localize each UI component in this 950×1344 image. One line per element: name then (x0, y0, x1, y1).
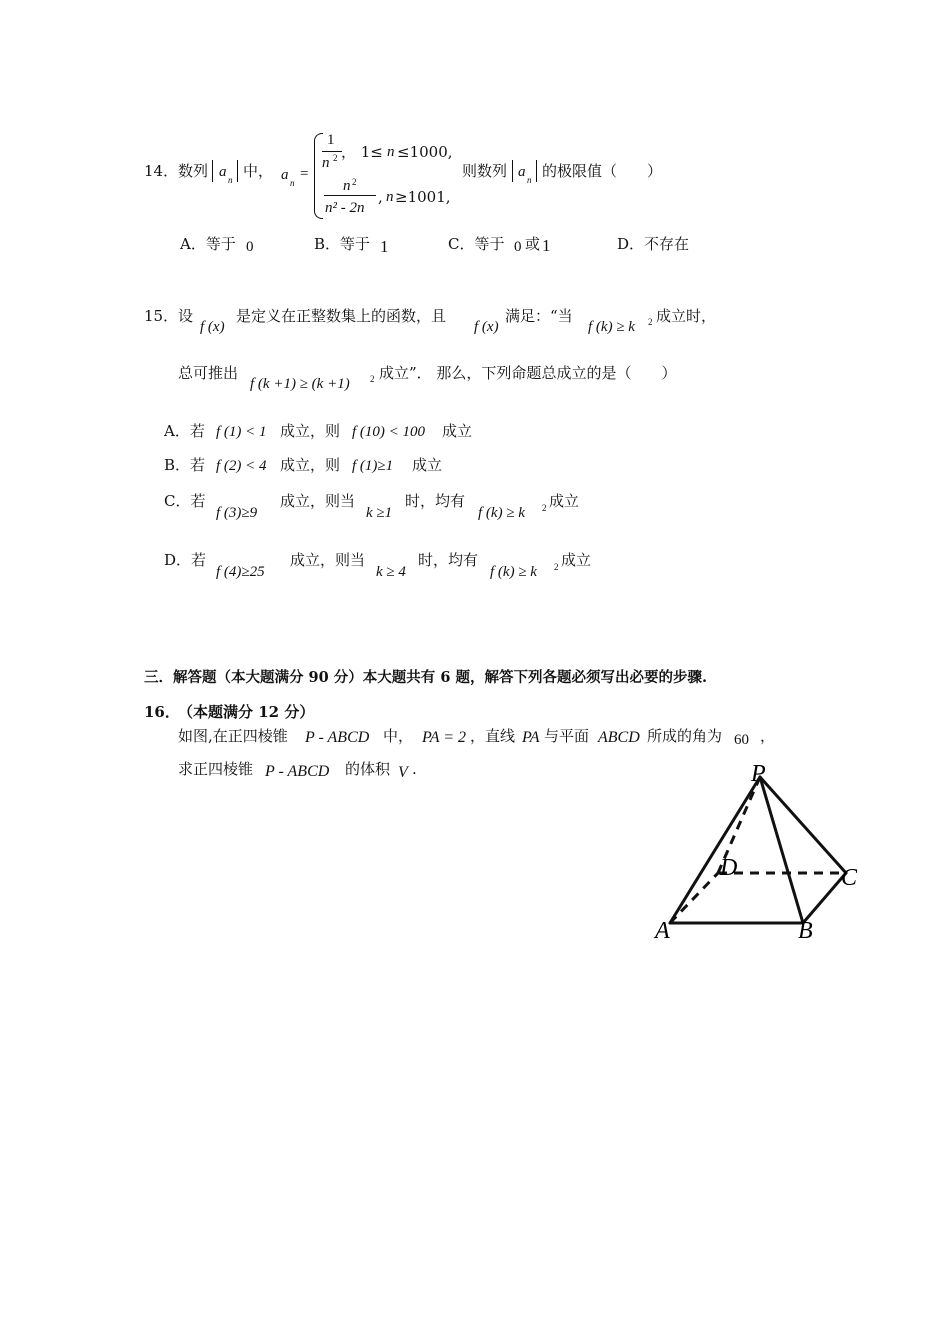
q15-fx-1: f (x) (200, 319, 225, 335)
q14-case2-cond-suffix: ≥1001, (395, 188, 451, 206)
q15-option-b-mid: 成立，则 (280, 456, 341, 474)
q14-case2-num-exponent: 2 (352, 177, 357, 187)
q14-case1-fraction-bar (322, 151, 342, 152)
q15-option-c-mid: 成立，则当 (280, 492, 356, 510)
q16-header: （本题满分 12 分） (178, 703, 315, 721)
pyramid-figure (640, 755, 880, 950)
q15-option-c-f1: f (3)≥9 (216, 505, 258, 521)
q14-an-symbol: a (281, 167, 289, 183)
q15-option-b-end: 成立 (412, 456, 443, 474)
q16-line1-b: 中， (383, 727, 414, 745)
label-b: B (798, 918, 813, 944)
edge-bc (803, 873, 846, 923)
q15-option-a-f1: f (1) < 1 (216, 424, 267, 440)
q15-option-b-label: B．若 (164, 456, 206, 474)
q16-line1-pa: PA (522, 729, 540, 746)
q14-option-b: B．等于 (314, 235, 371, 253)
q15-option-d-when: 时，均有 (418, 551, 479, 569)
q15-option-a-label: A．若 (164, 422, 205, 440)
q14-number: 14． (144, 162, 179, 180)
q16-line2-b: 的体积 (345, 760, 391, 778)
q15-text-2: 满足：“当 (505, 307, 573, 325)
q14-case2-numerator: n (343, 178, 351, 194)
q15-option-d-mid: 成立，则当 (290, 551, 366, 569)
q15-she: 设 (178, 307, 194, 325)
q16-line1-plane: ABCD (598, 729, 640, 746)
q16-line1-angle: 60 (734, 732, 749, 748)
q14-a-subscript: n (228, 175, 233, 185)
edge-ad-dashed (670, 873, 718, 923)
q14-piecewise-brace (314, 133, 323, 219)
q14-case1-denominator: n (322, 155, 330, 171)
q14-an-subscript: n (290, 178, 295, 188)
q14-case1-numerator: 1 (327, 132, 335, 148)
q16-line2-c: . (412, 760, 417, 778)
q16-line2-a: 求正四棱锥 (178, 760, 254, 778)
q14-set-bar-right (237, 160, 238, 182)
label-p: P (751, 761, 766, 787)
label-a: A (655, 918, 670, 944)
q14-option-c-value2: 1 (542, 236, 551, 255)
q14-set-bar-left (212, 160, 213, 182)
q14-option-c-value1: 0 (514, 239, 522, 255)
q15-option-c-k: k ≥1 (366, 505, 393, 521)
q15-option-a-end: 成立 (442, 422, 473, 440)
label-c: C (841, 865, 858, 891)
q15-text-1: 是定义在正整数集上的函数，且 (236, 307, 447, 325)
q16-line1-pyramid: P - ABCD (305, 729, 370, 746)
q14-tail-question: 的极限值（ ） (542, 162, 663, 180)
q15-option-d-k: k ≥ 4 (376, 564, 406, 580)
q14-tail-a-symbol: a (518, 164, 526, 180)
q16-line1-a: 如图,在正四棱锥 (178, 727, 288, 745)
q15-option-c-end: 成立 (549, 492, 580, 510)
q14-zhong: 中， (243, 162, 274, 180)
q14-case2-cond-n: n (386, 189, 394, 205)
q15-option-d-f1: f (4)≥25 (216, 564, 265, 580)
q14-case1-cond-suffix: ≤1000, (397, 143, 453, 161)
q16-line1-c: ，直线 (470, 727, 516, 745)
q15-option-b-f1: f (2) < 4 (216, 458, 267, 474)
q15-option-a-f2: f (10) < 100 (352, 424, 426, 440)
q15-number: 15． (144, 307, 179, 325)
q16-line2-v: V (398, 764, 408, 781)
q14-tail-bar-left (512, 160, 513, 182)
q15-fx-2: f (x) (474, 319, 499, 335)
q14-case1-den-exponent: 2 (333, 153, 338, 163)
q15-option-a-mid: 成立，则 (280, 422, 341, 440)
q15-option-d-f2: f (k) ≥ k (490, 564, 537, 580)
q16-line1-pa-eq: PA = 2 (422, 729, 466, 746)
q15-option-d-end: 成立 (561, 551, 592, 569)
q14-option-a-value: 0 (246, 239, 254, 255)
q14-intro: 数列 (178, 162, 209, 180)
q14-a-symbol: a (219, 164, 227, 180)
q14-option-d: D．不存在 (617, 235, 690, 253)
q15-condition: f (k) ≥ k (588, 319, 635, 335)
q14-equals: = (300, 166, 309, 182)
section-3-heading: 三．解答题（本大题满分 90 分）本大题共有 6 题，解答下列各题必须写出必要的步骤. (144, 669, 708, 686)
q16-line1-e: 所成的角为 (647, 727, 723, 745)
q14-option-c-or: 或 (525, 235, 541, 253)
q14-tail-text: 则数列 (462, 162, 508, 180)
label-d: D (720, 855, 738, 881)
q16-line1-f: ， (760, 727, 776, 745)
q15-option-b-f2: f (1)≥1 (352, 458, 394, 474)
q15-condition-exponent: 2 (648, 317, 653, 327)
q14-case2-denominator: n² - 2n (325, 200, 365, 216)
q14-option-a: A．等于 (180, 235, 236, 253)
q15-option-d-label: D．若 (164, 551, 207, 569)
q14-option-c: C．等于 (448, 235, 505, 253)
q15-option-d-f2-exponent: 2 (554, 562, 559, 572)
q15-option-c-label: C．若 (164, 492, 206, 510)
q16-line1-d: 与平面 (544, 727, 590, 745)
q14-case1-cond-n: n (387, 144, 395, 160)
q15-condition-2: f (k +1) ≥ (k +1) (250, 376, 350, 392)
q15-text-3: 成立时， (656, 307, 717, 325)
q15-line2-suffix: 成立”． 那么，下列命题总成立的是（ ） (379, 364, 677, 382)
q16-number: 16． (144, 703, 180, 721)
q15-option-c-when: 时，均有 (405, 492, 466, 510)
q16-line2-pyramid: P - ABCD (265, 763, 330, 780)
q14-case2-cond-prefix: , (378, 188, 383, 206)
q15-option-c-f2: f (k) ≥ k (478, 505, 525, 521)
q14-tail-bar-right (536, 160, 537, 182)
q14-tail-a-subscript: n (527, 175, 532, 185)
q14-case2-fraction-bar (324, 195, 376, 196)
q15-option-c-f2-exponent: 2 (542, 503, 547, 513)
q14-option-b-value: 1 (380, 237, 389, 256)
q14-case1-cond-prefix: ， 1≤ (341, 143, 383, 161)
q15-line2-prefix: 总可推出 (178, 364, 239, 382)
edge-pa (670, 777, 760, 923)
q15-condition-2-exponent: 2 (370, 374, 375, 384)
